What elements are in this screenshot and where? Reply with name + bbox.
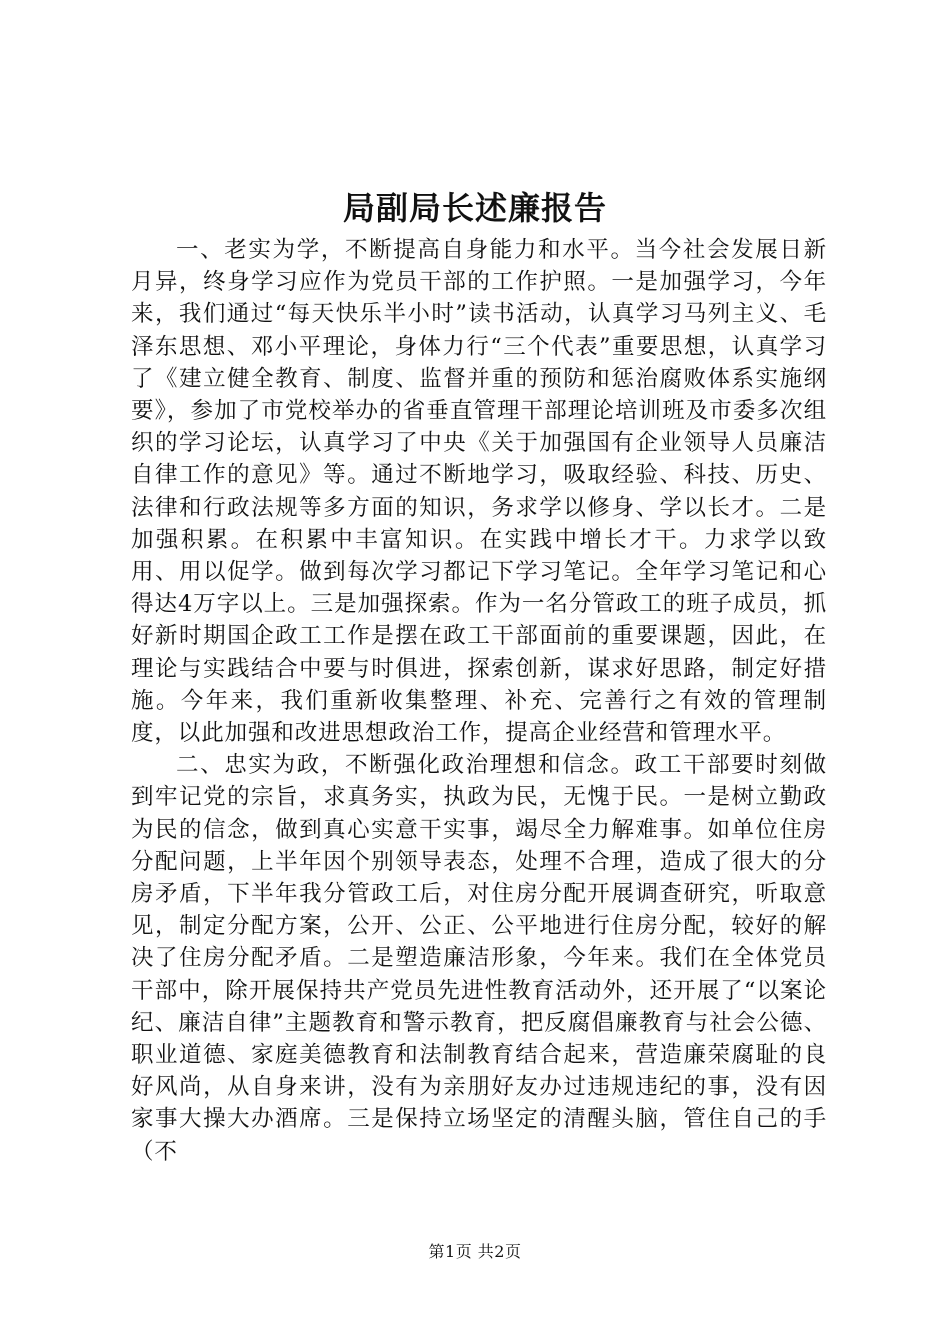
paragraph-2: 二、忠实为政，不断强化政治理想和信念。政工干部要时刻做到牢记党的宗旨，求真务实，执政为民，无愧于民。一是树立勤政为民的信念，做到真心实意干实事，竭尽全力解难事。如单位住房分配问题，上半年因个别领导表态，处理不合理，造成了很大的分房矛盾，下半年我分管政工后，对住房分配开展调查研究，听取意见，制定分配方案，公开、公正、公平地进行住房分配，较好的解决了住房分配矛盾。二是塑造廉洁形象，今年来。我们在全体党员干部中，除开展保持共产党员先进性教育活动外，还开展了“以案论纪、廉洁自律”主题教育和警示教育，把反腐倡廉教育与社会公德、职业道德、家庭美德教育和法制教育结合起来，营造廉荣腐耻的良好风尚，从自身来讲，没有为亲朋好友办过违规违纪的事，没有因家事大操大办酒席。三是保持立场坚定的清醒头脑，管住自己的手（不 (131, 752, 827, 1165)
document-body (131, 234, 827, 1168)
page-footer: 第1页 共2页 (428, 1242, 522, 1261)
document-title: 局副局长述廉报告 (342, 189, 607, 227)
paragraph-1: 一、老实为学，不断提高自身能力和水平。当今社会发展日新月异，终身学习应作为党员干部的工作护照。一是加强学习，今年来，我们通过“每天快乐半小时”读书活动，认真学习马列主义、毛泽东思想、邓小平理论，身体力行“三个代表”重要思想，认真学习了《建立健全教育、制度、监督并重的预防和惩治腐败体系实施纲要》，参加了市党校举办的省垂直管理干部理论培训班及市委多次组织的学习论坛，认真学习了中央《关于加强国有企业领导人员廉洁自律工作的意见》等。通过不断地学习，吸取经验、科技、历史、法律和行政法规等多方面的知识，务求学以修身、学以长才。二是加强积累。在积累中丰富知识。在实践中增长才干。力求学以致用、用以促学。做到每次学习都记下学习笔记。全年学习笔记和心得达4万字以上。三是加强探索。作为一名分管政工的班子成员，抓好新时期国企政工工作是摆在政工干部面前的重要课题，因此，在理论与实践结合中要与时俱进，探索创新，谋求好思路，制定好措施。今年来，我们重新收集整理、补充、完善行之有效的管理制度，以此加强和改进思想政治工作，提高企业经营和管理水平。 (131, 237, 827, 747)
